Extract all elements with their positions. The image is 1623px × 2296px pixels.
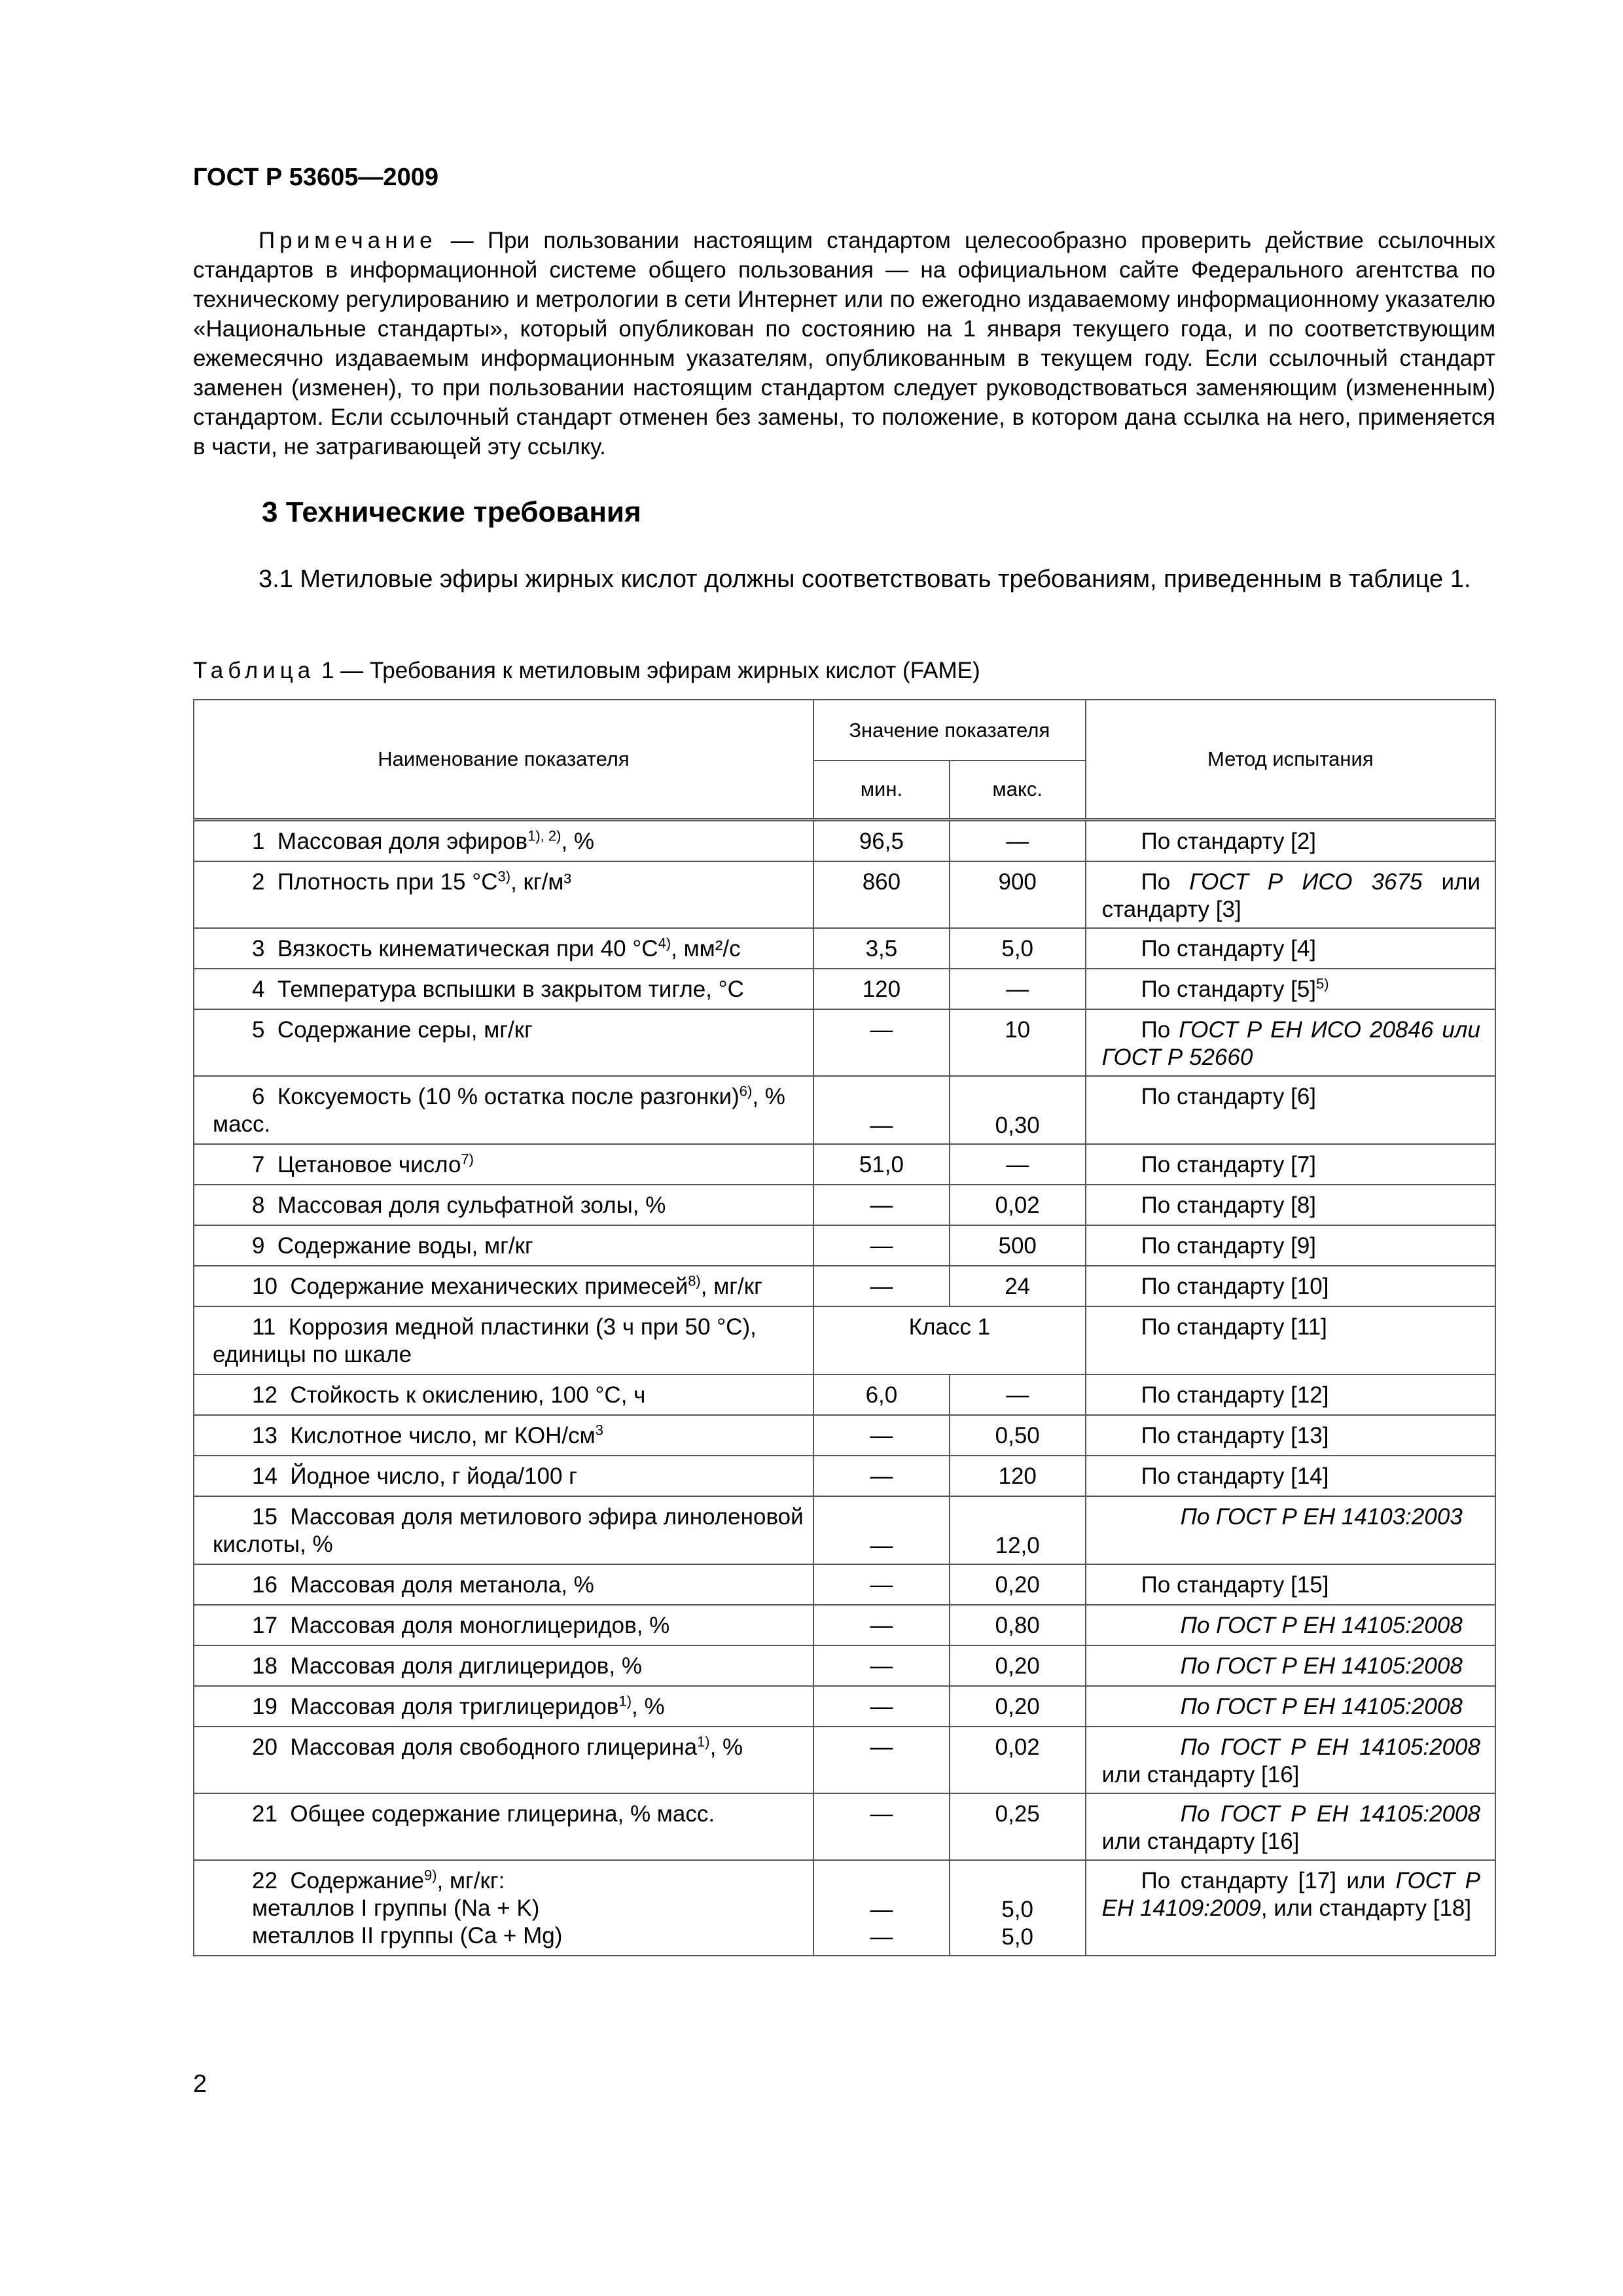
row-min: —: [813, 1605, 950, 1645]
row-min: 120: [813, 969, 950, 1009]
table-row: [194, 1009, 1495, 1076]
row-name: 17 Массовая доля моноглицеридов, %: [194, 1605, 813, 1645]
row-min: —: [813, 1645, 950, 1686]
row-min: —: [813, 1727, 950, 1793]
row-method: По ГОСТ Р ЕН 14103:2003: [1086, 1496, 1495, 1564]
table-row: [194, 1564, 1495, 1605]
row-max: —: [950, 1144, 1086, 1185]
row-name: 1 Массовая доля эфиров$^{1), 2)}$, %: [194, 819, 813, 861]
row-min: 6,0: [813, 1374, 950, 1415]
row-method: По стандарту [10]: [1086, 1266, 1495, 1306]
note-lead: Примечание: [259, 228, 437, 253]
row-min: 860: [813, 861, 950, 928]
note-paragraph: [193, 226, 1495, 461]
row-min: 3,5: [813, 928, 950, 969]
header-min: мин.: [813, 761, 950, 819]
row-method: По ГОСТ Р ЕН 14105:2008 или стандарту [16]: [1086, 1793, 1495, 1860]
page-number: 2: [193, 2070, 207, 2098]
row-max: 5,0: [950, 928, 1086, 969]
clause-paragraph: [193, 563, 1495, 596]
row-method: По стандарту [9]: [1086, 1225, 1495, 1266]
table-row: [194, 1605, 1495, 1645]
table-row: [194, 819, 1495, 861]
section-title: 3 Технические требования: [262, 496, 641, 528]
row-max: 900: [950, 861, 1086, 928]
row-max: 0,20: [950, 1645, 1086, 1686]
row-name: 13 Кислотное число, мг КОН/$см^3$: [194, 1415, 813, 1456]
table-row: [194, 1496, 1495, 1564]
row-max: 12,0: [950, 1496, 1086, 1564]
header-name: Наименование показателя: [194, 700, 813, 819]
row-max: 0,30: [950, 1076, 1086, 1144]
table-row: [194, 1456, 1495, 1496]
row-method: По стандарту [8]: [1086, 1185, 1495, 1225]
row-max: —: [950, 969, 1086, 1009]
table-row: [194, 1793, 1495, 1860]
row-max: 0,25: [950, 1793, 1086, 1860]
row-method: По стандарту [15]: [1086, 1564, 1495, 1605]
row-method: По ГОСТ Р ИСО 3675 или стандарту [3]: [1086, 861, 1495, 928]
row-max: 120: [950, 1456, 1086, 1496]
table-row: [194, 1860, 1495, 1956]
row-name: 12 Стойкость к окислению, 100 °С, ч: [194, 1374, 813, 1415]
row-max: —: [950, 819, 1086, 861]
row-name: 5 Содержание серы, мг/кг: [194, 1009, 813, 1076]
row-min: —: [813, 1076, 950, 1144]
row-name: 4 Температура вспышки в закрытом тигле, °С: [194, 969, 813, 1009]
document-header: ГОСТ Р 53605—2009: [193, 164, 438, 191]
row-max: —: [950, 1374, 1086, 1415]
row-max: 500: [950, 1225, 1086, 1266]
row-name: 3 Вязкость кинематическая при 40 $^\circ С^{4)}$, мм²/с: [194, 928, 813, 969]
row-method: По стандарту [6]: [1086, 1076, 1495, 1144]
table-row: [194, 861, 1495, 928]
row-min: 96,5: [813, 819, 950, 861]
row-min: —: [813, 1496, 950, 1564]
row-method: По стандарту [2]: [1086, 819, 1495, 861]
row-max: 0,02: [950, 1185, 1086, 1225]
row-method: По ГОСТ Р ЕН 14105:2008 или стандарту [16]: [1086, 1727, 1495, 1793]
table-row: [194, 1144, 1495, 1185]
row-name: 7 Цетановое число$^{7)}$: [194, 1144, 813, 1185]
requirements-table: [193, 699, 1496, 1956]
caption-text: 1 — Требования к метиловым эфирам жирных кислот (FAME): [315, 658, 980, 683]
row-method: По ГОСТ Р ЕН 14105:2008: [1086, 1605, 1495, 1645]
row-max: 0,80: [950, 1605, 1086, 1645]
note-text: — При пользовании настоящим стандартом целесообразно проверить действие ссылочных стандартов в информационной системе общего пользования — на официальном сайте Федерального агентства по техническому регулированию и метрологии в сети Интернет или по ежегодно издаваемому информационному указателю «Национальные стандарты», который опубликован по состоянию на 1 января текущего года, и по соответствующим ежемесячно издаваемым информационным указателям, опубликованным в текущем году. Если ссылочный стандарт заменен (изменен), то при пользовании настоящим стандартом следует руководствоваться заменяющим (измененным) стандартом. Если ссылочный стандарт отменен без замены, то положение, в котором дана ссылка на него, применяется в части, не затрагивающей эту ссылку.: [193, 228, 1495, 459]
table-row: [194, 1686, 1495, 1727]
row-name: 15 Массовая доля метилового эфира линоленовой кислоты, %: [194, 1496, 813, 1564]
clause-text: 3.1 Метиловые эфиры жирных кислот должны соответствовать требованиям, приведенным в таблице 1.: [259, 565, 1471, 593]
row-max: 24: [950, 1266, 1086, 1306]
row-method: По стандарту [4]: [1086, 928, 1495, 969]
table-row: [194, 1266, 1495, 1306]
row-max: 0,02: [950, 1727, 1086, 1793]
row-method: По ГОСТ Р ЕН 14105:2008: [1086, 1645, 1495, 1686]
row-name: 8 Массовая доля сульфатной золы, %: [194, 1185, 813, 1225]
table-row: [194, 1645, 1495, 1686]
row-min: —: [813, 1564, 950, 1605]
table-row: [194, 1415, 1495, 1456]
row-max: 0,20: [950, 1686, 1086, 1727]
table-caption: [193, 658, 980, 684]
row-value-merged: Класс 1: [813, 1306, 1086, 1374]
row-name: 14 Йодное число, г йода/100 г: [194, 1456, 813, 1496]
row-min: —: [813, 1185, 950, 1225]
row-name: 10 Содержание механических примесей$^{8)}$, мг/кг: [194, 1266, 813, 1306]
header-max: макс.: [950, 761, 1086, 819]
row-min: — —: [813, 1860, 950, 1956]
row-method: По стандарту [14]: [1086, 1456, 1495, 1496]
row-name: 19 Массовая доля триглицеридов$^{1)}$, %: [194, 1686, 813, 1727]
table-row: [194, 1076, 1495, 1144]
row-name: 20 Массовая доля свободного глицерина$^{1)}$, %: [194, 1727, 813, 1793]
table-body: [194, 819, 1495, 1956]
row-min: —: [813, 1793, 950, 1860]
caption-lead: Таблица: [193, 658, 315, 683]
table-row: [194, 1306, 1495, 1374]
row-method: По стандарту [7]: [1086, 1144, 1495, 1185]
row-method: По ГОСТ Р ЕН 14105:2008: [1086, 1686, 1495, 1727]
row-name: 21 Общее содержание глицерина, % масс.: [194, 1793, 813, 1860]
table-row: [194, 928, 1495, 969]
row-name: 2 Плотность при 15 $^\circ С^{3)}$, кг/м³: [194, 861, 813, 928]
row-max: 0,20: [950, 1564, 1086, 1605]
row-method: По стандарту [12]: [1086, 1374, 1495, 1415]
row-max: 10: [950, 1009, 1086, 1076]
table-row: [194, 1374, 1495, 1415]
row-method: По стандарту [11]: [1086, 1306, 1495, 1374]
row-min: —: [813, 1009, 950, 1076]
row-min: —: [813, 1415, 950, 1456]
row-name: 16 Массовая доля метанола, %: [194, 1564, 813, 1605]
table-row: [194, 969, 1495, 1009]
row-min: —: [813, 1266, 950, 1306]
header-method: Метод испытания: [1086, 700, 1495, 819]
row-name: 18 Массовая доля диглицеридов, %: [194, 1645, 813, 1686]
table-row: [194, 1185, 1495, 1225]
row-name: 9 Содержание воды, мг/кг: [194, 1225, 813, 1266]
row-max: 0,50: [950, 1415, 1086, 1456]
row-method: По стандарту [13]: [1086, 1415, 1495, 1456]
row-min: —: [813, 1686, 950, 1727]
row-name: 22 Содержание$^{9)}$, мг/кг: металлов I группы (Na + K) металлов II группы (Ca + Mg): [194, 1860, 813, 1956]
row-method: По стандарту $[5]^{5)}$: [1086, 969, 1495, 1009]
table-row: [194, 1225, 1495, 1266]
row-min: —: [813, 1456, 950, 1496]
header-value: Значение показателя: [813, 700, 1086, 761]
row-min: 51,0: [813, 1144, 950, 1185]
row-max: 5,0 5,0: [950, 1860, 1086, 1956]
row-method: По ГОСТ Р ЕН ИСО 20846 или ГОСТ Р 52660: [1086, 1009, 1495, 1076]
row-method: По стандарту [17] или ГОСТ Р ЕН 14109:2009, или стандарту [18]: [1086, 1860, 1495, 1956]
row-min: —: [813, 1225, 950, 1266]
row-name: 6 Коксуемость (10 % остатка после разгонки)$^{6)}$, % масс.: [194, 1076, 813, 1144]
table-row: [194, 1727, 1495, 1793]
row-name: 11 Коррозия медной пластинки (3 ч при 50 °С), единицы по шкале: [194, 1306, 813, 1374]
